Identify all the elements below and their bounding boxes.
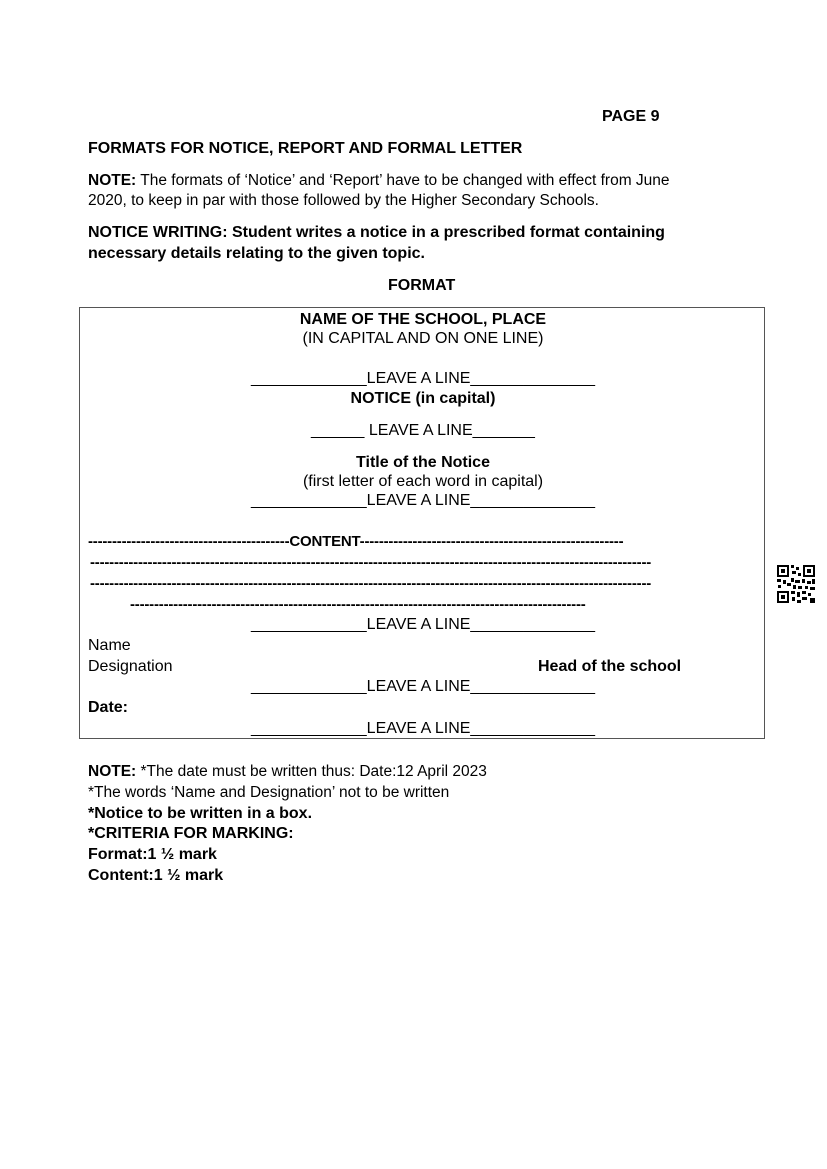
head-of-school-label: Head of the school — [538, 658, 682, 675]
school-name-subtext: (IN CAPITAL AND ON ONE LINE) — [302, 330, 544, 347]
name-label: Name — [88, 637, 131, 654]
format-title: FORMAT — [388, 277, 456, 294]
page-heading: FORMATS FOR NOTICE, REPORT AND FORMAL LETTER — [88, 140, 523, 157]
qr-code-icon — [776, 564, 816, 604]
content-dash-line-4: ----------------------------------------------------------------------------------------------- — [130, 596, 586, 613]
designation-label: Designation — [88, 658, 173, 675]
after-note-label: NOTE: — [88, 763, 137, 780]
leave-a-line-1: _____________LEAVE A LINE______________ — [250, 370, 596, 387]
note-text-line1: The formats of ‘Notice’ and ‘Report’ have to be changed with effect from June — [136, 172, 670, 189]
notice-title-label: Title of the Notice — [356, 454, 490, 471]
box-note: *Notice to be written in a box. — [88, 805, 313, 822]
words-note: *The words ‘Name and Designation’ not to be written — [88, 784, 450, 801]
notice-writing-line1: NOTICE WRITING: Student writes a notice in a prescribed format containing — [88, 224, 665, 241]
after-note-line1 — [88, 762, 487, 782]
note-label: NOTE: — [88, 172, 137, 189]
notice-writing-line2: necessary details relating to the given topic. — [88, 245, 425, 262]
leave-a-line-2: ______ LEAVE A LINE_______ — [311, 422, 535, 439]
content-mark: Content:1 ½ mark — [88, 867, 224, 884]
criteria-heading: *CRITERIA FOR MARKING: — [88, 825, 294, 842]
leave-a-line-5: _____________LEAVE A LINE______________ — [250, 678, 596, 695]
content-dash-line-3: --------------------------------------------------------------------------------------------------------------------- — [90, 575, 652, 592]
leave-a-line-3: _____________LEAVE A LINE______________ — [250, 492, 596, 509]
leave-a-line-4: _____________LEAVE A LINE______________ — [250, 616, 596, 633]
notice-title-subtext: (first letter of each word in capital) — [302, 473, 544, 490]
school-name-line: NAME OF THE SCHOOL, PLACE — [299, 311, 547, 328]
note-paragraph-line1 — [88, 171, 670, 191]
note-text-line2: 2020, to keep in par with those followed by the Higher Secondary Schools. — [88, 192, 599, 209]
content-line: ------------------------------------------CONTENT------------------------------------------------------- — [88, 533, 624, 550]
notice-label: NOTICE (in capital) — [350, 390, 496, 407]
date-format-note: *The date must be written thus: Date:12 April 2023 — [136, 763, 487, 780]
page-number: PAGE 9 — [602, 108, 660, 125]
leave-a-line-6: _____________LEAVE A LINE______________ — [250, 720, 596, 737]
content-dash-line-2: --------------------------------------------------------------------------------------------------------------------- — [90, 554, 652, 571]
format-mark: Format:1 ½ mark — [88, 846, 217, 863]
date-label: Date: — [88, 699, 129, 716]
